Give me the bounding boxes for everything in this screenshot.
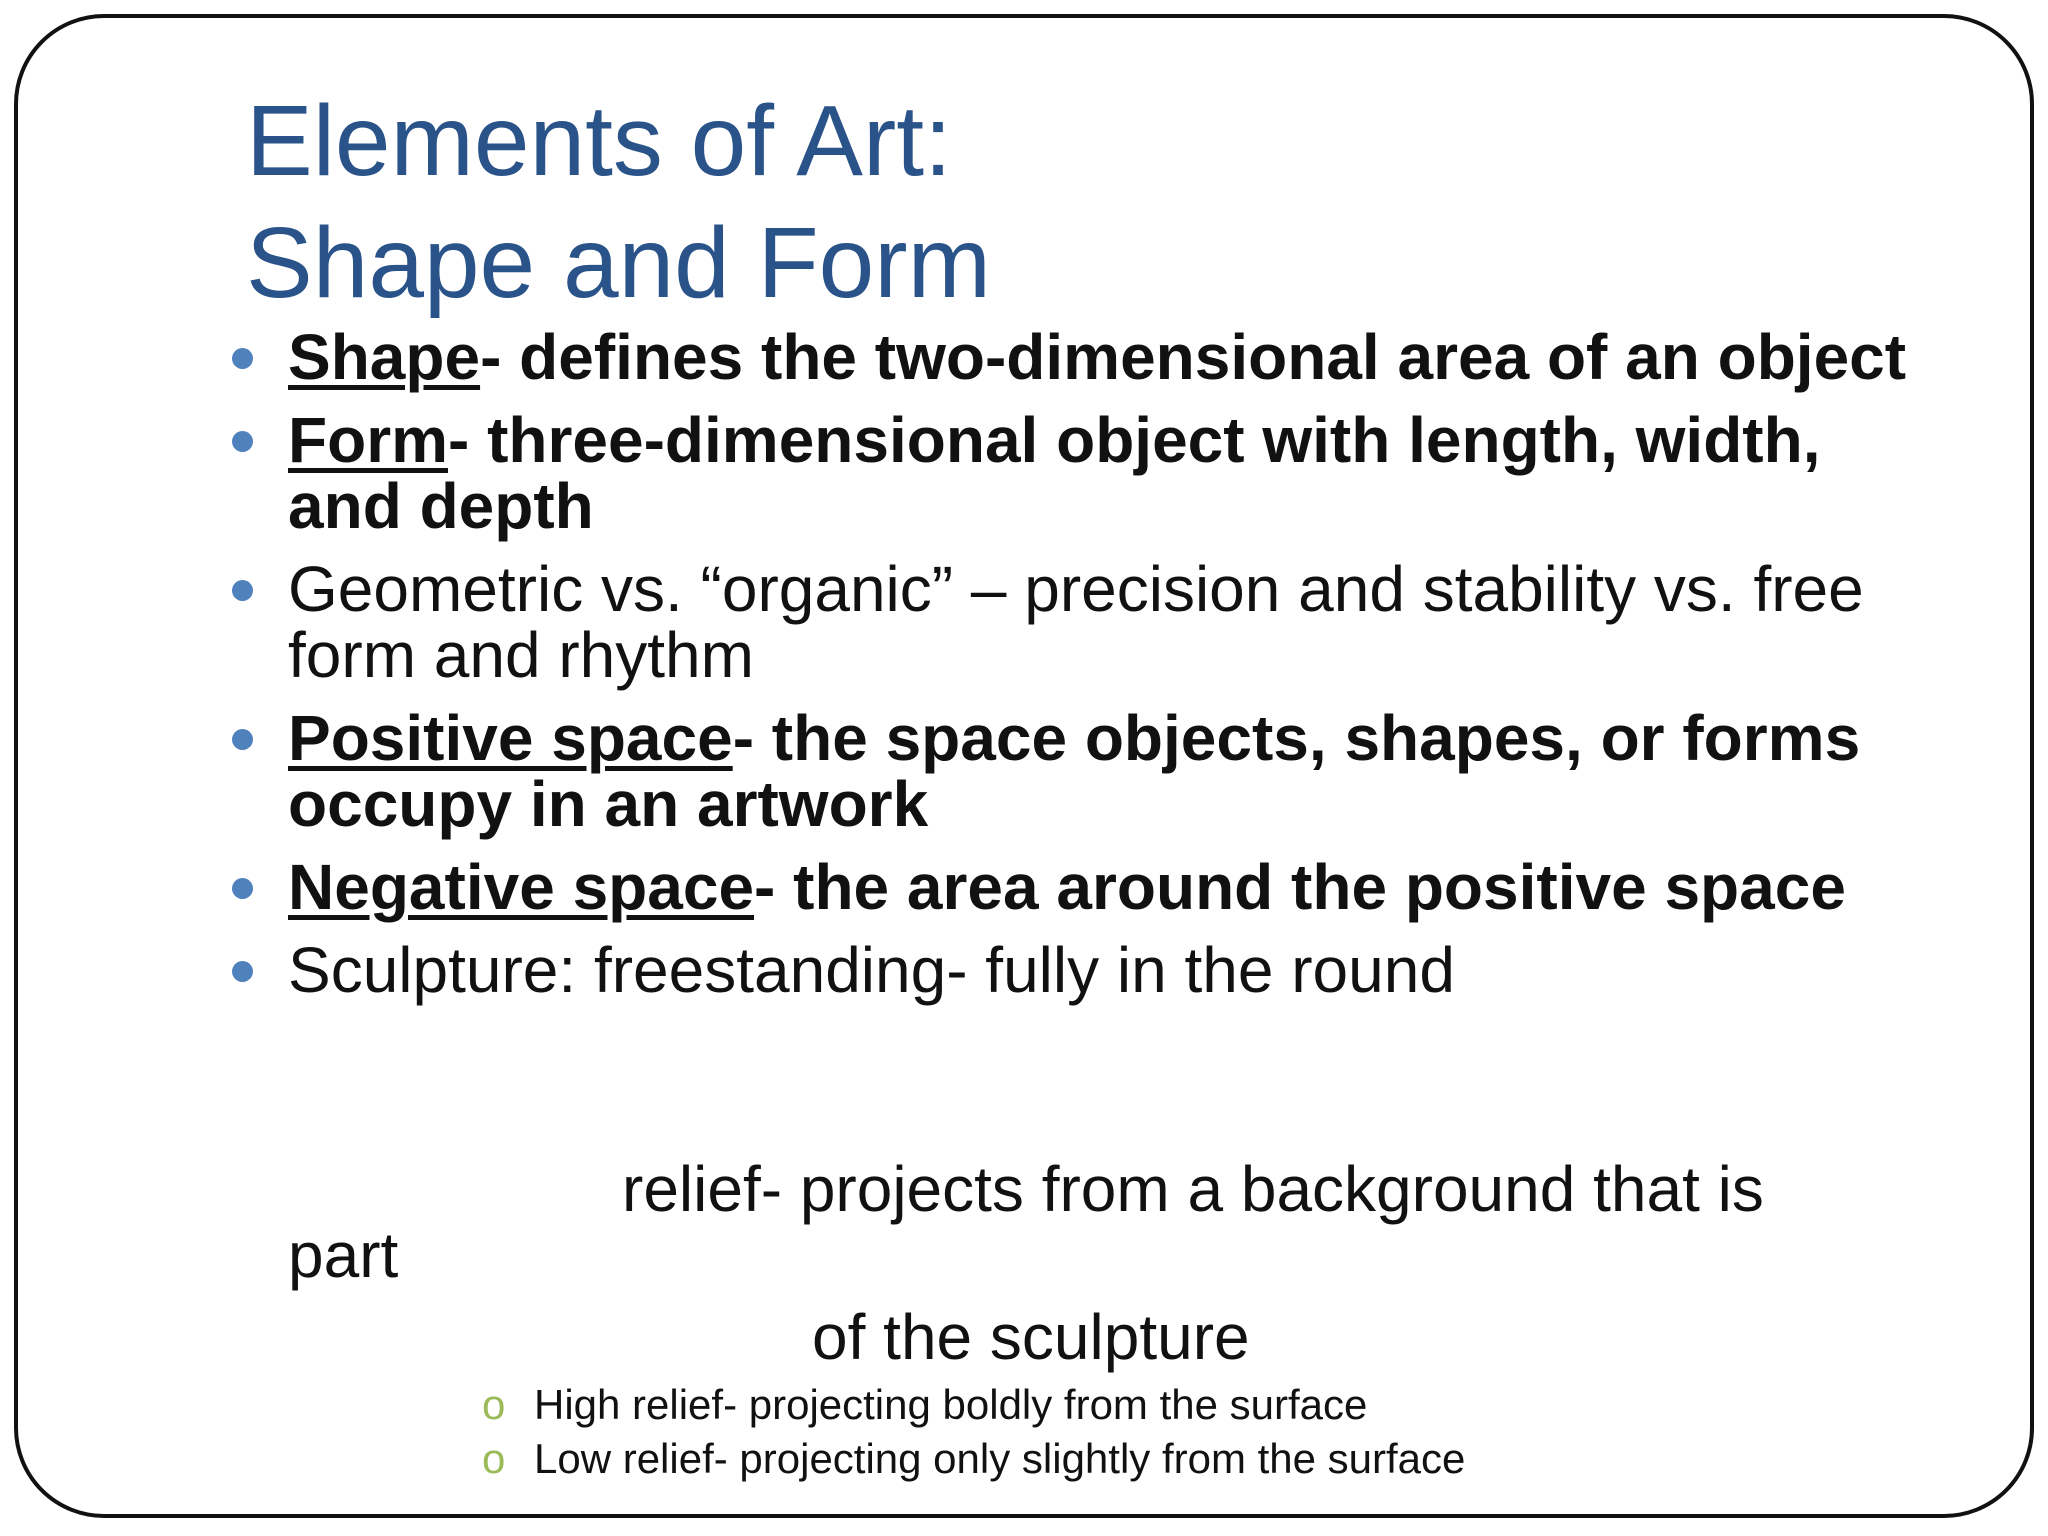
circle-bullet-icon: o <box>482 1381 506 1428</box>
bullet-dot-icon <box>232 580 253 601</box>
low-relief-text: Low relief- projecting only slightly from the surface <box>534 1435 1466 1482</box>
term-negative-space: Negative space <box>288 851 755 923</box>
definition-negative-space: - the area around the positive space <box>754 851 1846 923</box>
relief-line: relief- projects from a background that is <box>622 1153 1764 1225</box>
bullet-positive-space <box>232 702 1952 840</box>
term-shape: Shape <box>288 321 481 393</box>
bullet-geometric-vs-organic <box>232 553 1952 691</box>
sculpture-text: Sculpture: freestanding- fully in the round <box>288 934 1455 1006</box>
sub-bullet-high-relief <box>482 1378 1465 1432</box>
term-form: Form <box>288 404 448 476</box>
circle-bullet-icon: o <box>482 1435 506 1482</box>
sub-bullet-list <box>482 1378 1465 1486</box>
bullet-form <box>232 404 1952 542</box>
definition-form: - three-dimensional object with length, width, and depth <box>288 404 1821 542</box>
bullet-dot-icon <box>232 961 253 982</box>
bullet-dot-icon <box>232 729 253 750</box>
definition-shape: - defines the two-dimensional area of an object <box>480 321 1907 393</box>
part-line: part <box>288 1219 399 1291</box>
sculpture-continuation <box>288 1153 1764 1373</box>
bullet-dot-icon <box>232 348 253 369</box>
bullet-list <box>232 321 1952 1020</box>
title-line-2: Shape and Form <box>246 207 991 319</box>
term-positive-space: Positive space <box>288 702 733 774</box>
title-line-1: Elements of Art: <box>246 85 952 197</box>
slide-title <box>246 80 991 324</box>
bullet-dot-icon <box>232 431 253 452</box>
high-relief-text: High relief- projecting boldly from the surface <box>534 1381 1368 1428</box>
bullet-negative-space <box>232 851 1952 923</box>
sub-bullet-low-relief <box>482 1432 1465 1486</box>
bullet-dot-icon <box>232 878 253 899</box>
of-the-sculpture-line: of the sculpture <box>812 1301 1250 1373</box>
definition-positive-space: - the space objects, shapes, or forms occupy in an artwork <box>288 702 1861 840</box>
bullet-sculpture <box>232 934 1952 1006</box>
bullet-shape <box>232 321 1952 393</box>
geometric-vs-organic-text: Geometric vs. “organic” – precision and stability vs. free form and rhythm <box>288 553 1864 691</box>
